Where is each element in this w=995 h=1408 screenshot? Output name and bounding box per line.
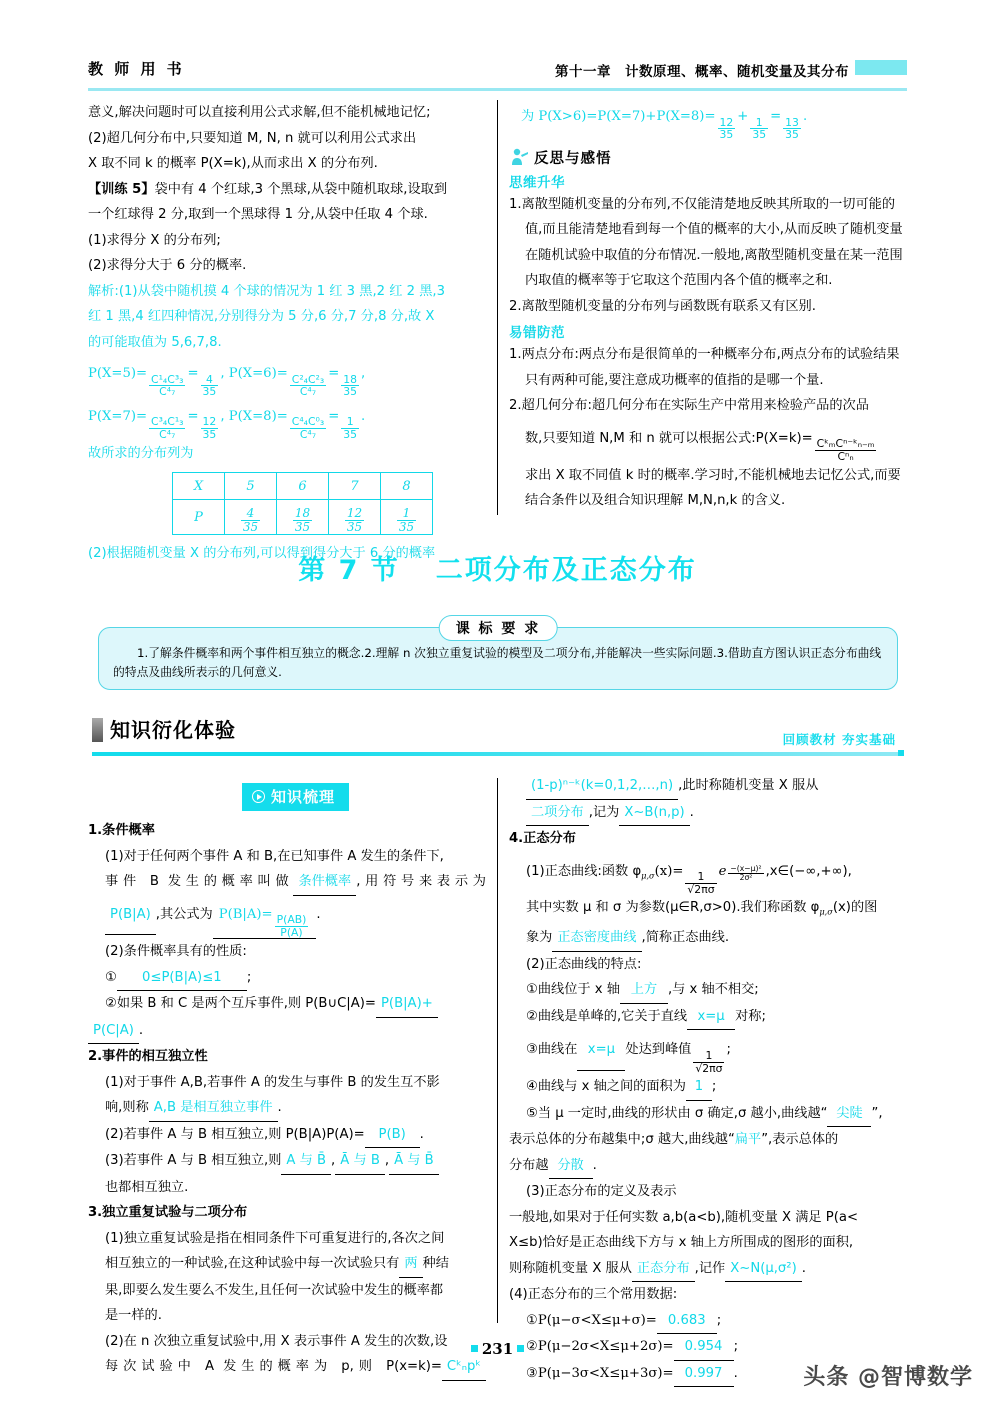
line-text: . [689,804,694,820]
formula-p6-combination [290,374,326,398]
formula-p5-combination [149,374,185,398]
subscript-mu-sigma: μ,σ [819,906,833,917]
line-text: ; [711,1079,717,1095]
formula-p8-combination [290,416,326,440]
knowledge-line [88,991,486,1018]
answer-blank: 扁平 [734,1132,762,1148]
fraction-denominator: 35 [752,128,767,142]
knowledge-line: (2)在 n 次独立重复试验中,用 X 表示事件 A 发生的次数,设 [105,1333,448,1349]
curve-property-5-line2 [509,1127,907,1153]
equals-sign: = [187,366,199,381]
continuation-formula [509,100,907,141]
page-number-value: 231 [481,1340,514,1358]
combination-numerator: C¹₄C³₃ [151,372,184,386]
answer-blank: X~N(μ,σ²) [725,1256,801,1283]
solution-line: 的可能取值为 5,6,7,8. [88,334,222,350]
formula-tail: . [361,408,366,424]
line-text: 事件 B 发生的概率叫做 [105,874,294,889]
line-text: . [138,1022,144,1038]
answer-blank: x=μ [687,1004,735,1031]
fraction-denominator: 35 [346,520,363,535]
table-row-p [173,500,433,535]
curve-property-3 [509,1030,907,1074]
fraction-numerator: −(x−μ)² [730,864,762,874]
top-right-column [509,100,907,514]
section-number: 第 7 节 [298,555,400,586]
formula-fraction-2 [750,117,768,141]
knowledge-line: (1)独立重复试验是指在相同条件下可重复进行的,各次之间 [105,1230,445,1246]
distribution-table [172,472,433,535]
line-text: ,与 x 轴不相交; [667,982,759,998]
top-left-column [88,100,486,566]
line-text: . [316,906,321,922]
line-text: ”,表示总体的 [761,1132,839,1148]
line-text: ⑤当 μ 一定时,曲线的形状由 σ 确定,σ 越小,曲线越“ [526,1105,828,1121]
line-text: 表示总体的分布越集中;σ 越大,曲线越“ [509,1132,735,1148]
answer-blank-formula [213,896,317,940]
banner-subtitle: 回顾教材 夯实基础 [782,732,896,747]
line-text: ,简称正态曲线. [641,930,730,946]
answer-blank: (1-p)ⁿ⁻ᵏ(k=0,1,2,…,n) [526,773,678,800]
curve-property-4 [509,1074,907,1101]
fraction-numerator: 18 [294,506,311,521]
knowledge-item-2-heading: 2.事件的相互独立性 [88,1049,208,1065]
solution-line: 红 1 黑,4 红四种情况,分别得分为 5 分,6 分,7 分,8 分,故 X [88,309,435,324]
line-text: ③曲线在 [526,1042,578,1058]
fraction-numerator: 4 [241,507,260,521]
knowledge-line [88,1354,486,1381]
knowledge-line [509,895,907,925]
knowledge-line: (4)正态分布的三个常用数据: [509,1287,678,1303]
paragraph-line: X 取不同 k 的概率 P(X=k),从而求出 X 的分布列. [88,156,378,171]
line-text: . [419,1126,424,1142]
solution-text: (1)从袋中随机摸 4 个球的情况为 1 红 3 黑,2 红 2 黑,3 [118,283,445,299]
x-value-cell: 8 [381,473,433,500]
curve-property-5-line3 [509,1153,907,1180]
value-denominator: 35 [343,385,358,399]
answer-blank: Ā 与 B [335,1148,385,1175]
knowledge-item-1-heading: 1.条件概率 [88,823,155,838]
answer-blank: Ā 与 B̄ [389,1148,439,1175]
formula-tail: , [220,366,225,381]
line-text: . [277,1100,282,1116]
solution-label: 解析: [88,283,119,299]
line-text: ②曲线是单峰的,它关于直线 [526,1008,688,1024]
answer-blank: P(C|A) [88,1018,139,1045]
knowledge-item-3-heading: 3.独立重复试验与二项分布 [88,1205,248,1221]
section-name: 二项分布及正态分布 [435,555,697,586]
reflection-title: 反思与感悟 [534,150,612,167]
fraction-numerator: 1 [750,117,768,130]
combination-denominator: C⁴₇ [299,427,317,441]
line-text: (1)正态曲线:函数 φ [526,863,642,879]
solution-line [88,279,486,305]
line-text: ; [733,1339,739,1355]
exercise-question-2: (2)求得分大于 6 分的概率. [88,258,247,273]
fraction-numerator: P(AB) [276,913,307,927]
section-title [0,548,995,587]
line-text: ,记为 [588,804,620,820]
line-text: . [592,1157,597,1173]
line-text: ; [716,1312,722,1328]
requirement-text: 1.了解条件概率和两个事件相互独立的概念.2.理解 n 次独立重复试验的模型及二项分布,并能解决一些实际问题.3.借助直方图认识正态分布曲线的特点及曲线所表示的几何意义. [113,646,882,679]
answer-blank: 0.954 [674,1334,734,1361]
answer-blank: P(B|A) [105,896,156,935]
answer-blank: P(B) [365,1122,420,1149]
watermark: 头条 @智博数学 [803,1365,973,1390]
line-text: ④曲线与 x 轴之间的面积为 [526,1079,686,1095]
line-text: ,用符号来表示为 [356,874,486,889]
knowledge-line: 也都相互独立. [105,1179,189,1195]
line-text: 相互独立的一种试验,在这种试验中每一次试验只有 [105,1256,400,1272]
line-text: ①曲线位于 x 轴 [526,982,620,998]
normal-density-fraction [685,871,716,895]
answer-blank: 条件概率 [293,869,356,896]
answer-blank: 正态密度曲线 [552,925,641,952]
exercise-heading [88,177,486,203]
answer-blank: A 与 B̄ [281,1148,331,1175]
value-numerator: 12 [202,415,217,429]
knowledge-line [509,1256,907,1283]
knowledge-line: 是一样的. [105,1308,162,1324]
knowledge-line: (3)若事件 A 与 B 相互独立,则 A 与 B̄ , Ā 与 B , Ā 与 B̄ [88,1148,486,1175]
paragraph-line: 意义,解决问题时可以直接利用公式求解,但不能机械地记忆; [88,105,431,120]
formula-text: 数,只要知道 N,M 和 n 就可以根据公式:P(X=k)= [525,430,813,446]
answer-blank: 1 [686,1074,712,1101]
answer-blank: 0≤P(B|A)≤1 [117,965,247,992]
line-text: ,x∈(−∞,+∞), [765,863,852,879]
line-text: ,此时称随机变量 X 服从 [678,778,819,793]
probability-formula-row [88,398,486,441]
x-value-cell: 5 [225,473,277,500]
knowledge-line: 一般地,如果对于任何实数 a,b(a<b),随机变量 X 满足 P(a< [509,1209,859,1225]
fraction-numerator: 1 [685,871,716,884]
subsection-title-thinking: 思维升华 [509,174,565,191]
value-denominator: 35 [343,427,358,441]
line-text: . [733,1365,738,1381]
banner-marker [92,718,103,742]
curriculum-requirement-tab: 课 标 要 求 [439,615,558,641]
line-text: ①P(μ−σ<X≤μ+σ)= [526,1312,657,1328]
line-text: 象为 [526,930,553,946]
value-numerator: 1 [341,416,359,429]
p-value-cell [225,500,277,535]
combination-denominator: C⁴₇ [159,385,176,399]
banner-title: 知识衍化体验 [110,718,236,742]
fraction-numerator: 1 [693,1050,724,1063]
x-value-cell: 6 [277,473,329,500]
distribution-intro: 故所求的分布列为 [88,445,194,461]
plus-sign: + [737,109,749,124]
knowledge-line [88,1018,486,1045]
line-text: . [801,1260,806,1276]
header-chapter-title: 第十一章 计数原理、概率、随机变量及其分布 [555,64,849,80]
knowledge-line: X≤b)恰好是正态曲线下方与 x 轴上方所围成的图形的面积, [509,1235,854,1251]
answer-blank: A,B 是相互独立事件 [149,1095,278,1122]
thinking-item-2: 2.离散型随机变量的分布列与函数既有联系又有区别. [509,298,816,314]
exercise-question-1: (1)求得分 X 的分布列; [88,232,221,248]
formula-tail: , [361,366,366,381]
knowledge-line: (1)对于事件 A,B,若事件 A 的发生与事件 B 的发生互不影 [105,1074,440,1090]
formula-fraction-1 [718,117,736,141]
probability-fraction [345,507,364,534]
line-text: ,记作 [694,1260,726,1276]
exercise-label: 【训练 5】 [88,181,155,197]
header-color-swatch [855,60,907,75]
fraction-numerator: CᵏₘCⁿ⁻ᵏₙ₋ₘ [816,437,875,451]
formula-left: P(B|A)= [218,906,273,922]
answer-blank: x=μ [577,1030,625,1071]
line-text: 分布越 [509,1157,549,1173]
line-text: ②P(μ−2σ<X≤μ+2σ)= [526,1339,674,1355]
knowledge-banner [92,712,904,756]
p-value-cell [329,500,381,535]
value-numerator: 4 [201,374,219,387]
fraction-numerator: 1 [397,507,416,521]
formula-p8-value [341,416,359,440]
formula-p7-value [201,416,219,440]
formula-tail: , [220,408,225,424]
knowledge-line: (2)正态曲线的特点: [526,956,642,972]
header-book-label: 教 师 用 书 [88,60,185,78]
formula-p5-value [201,374,219,398]
pitfall-item-2-line1: 2.超几何分布:超几何分布在实际生产中常用来检验产品的次品 [509,398,869,414]
knowledge-line [509,773,907,800]
row-label-p: P [173,500,225,535]
table-row-x [173,473,433,500]
banner-end-dot [898,750,904,756]
curve-property-2 [509,1004,907,1031]
play-icon [252,790,265,803]
normal-data-1 [509,1308,907,1335]
peak-value-fraction [693,1050,724,1074]
answer-blank: 0.683 [657,1308,717,1335]
pitfall-item-1: 1.两点分布:两点分布是很简单的一种概率分布,两点分布的试验结果只有两种可能,要注意成功概率的值指的是哪一个量. [509,347,900,388]
p-value-cell [277,500,329,535]
formula-p7-combination [149,416,185,440]
subscript-mu-sigma: μ,σ [641,870,655,881]
value-denominator: 35 [202,427,217,441]
page-header [88,58,907,92]
pitfall-item-2-line3: 求出 X 取不同值 k 时的概率.学习时,不能机械地去记忆公式,而要结合条件以及组合知识理解 M,N,n,k 的含义. [525,467,901,509]
thinking-item-1: 1.离散型随机变量的分布列,不仅能清楚地反映其所取的一切可能的值,而且能清楚地看到每一个值的概率的大小,从而反映了随机变量在随机试验中取值的分布情况.一般地,离散型随机变量在某一范围内取值的概率等于它取这个范围内各个值的概率之和. [509,196,903,289]
fraction-denominator: 35 [242,520,259,535]
x-value-cell: 7 [329,473,381,500]
probability-fraction [397,507,416,534]
fraction-denominator: P(A) [280,925,303,939]
knowledge-line [88,1122,486,1149]
exponent-fraction [728,865,763,882]
fraction-denominator: 35 [785,128,799,142]
line-text: ”, [871,1105,883,1121]
formula-p8-label: P(X=8)= [228,408,288,424]
knowledge-line: (2)条件概率具有的性质: [105,944,247,960]
answer-blank: 正态分布 [632,1256,695,1283]
probability-fraction [241,507,260,534]
knowledge-line-formula [88,896,486,940]
line-text: 其中实数 μ 和 σ 为参数(μ∈R,σ>0).我们称函数 φ [526,900,820,916]
equals-sign: = [187,408,199,424]
solution-final-line: (2)根据随机变量 X 的分布列,可以得到得分大于 6 分的概率 [88,545,436,561]
fraction-numerator: 12 [346,506,363,521]
euler-e: e [718,863,727,879]
equals-sign: = [328,408,340,424]
line-text: ,其公式为 [155,906,213,922]
exercise-text: 袋中有 4 个红球,3 个黑球,从袋中随机取球,设取到 [154,181,448,197]
combination-numerator: C⁴₄C⁰₃ [291,415,325,429]
fraction-denominator: √2πσ [695,1061,723,1075]
reflection-header [509,147,907,168]
curve-property-1 [509,977,907,1004]
line-text: 种结 [422,1256,449,1272]
answer-blank: 上方 [620,977,668,1004]
pitfall-item-2-formula [509,419,907,463]
equals-sign: = [328,366,340,381]
top-content-area [88,100,907,561]
knowledge-line [88,965,486,992]
answer-blank: Cᵏₙpᵏ [442,1354,486,1381]
answer-blank: X~B(n,p) [619,800,689,827]
line-text: ; [726,1042,731,1058]
formula-p5-label: P(X=5)= [88,366,148,381]
p-value-cell [381,500,433,535]
formula-prefix: 为 P(X>6)=P(X=7)+P(X=8)= [521,109,716,124]
probability-fraction [293,507,312,534]
answer-blank: P(B|A)+ [376,991,438,1018]
combination-denominator: C⁴₇ [159,427,176,441]
knowledge-line: (3)正态分布的定义及表示 [526,1184,677,1200]
curve-property-5-line1 [509,1101,907,1128]
exercise-line2: 一个红球得 2 分,取到一个黑球得 1 分,从袋中任取 4 个球. [88,207,428,222]
combination-denominator: C⁴₇ [299,385,317,399]
teacher-icon [509,147,529,167]
line-text: (x)= [654,863,684,879]
formula-p6-value [341,374,359,398]
answer-blank: 分散 [549,1153,593,1180]
equals-sign: = [770,109,782,124]
banner-bar [92,752,904,756]
knowledge-review-pill [242,783,349,811]
fraction-denominator: 35 [719,128,734,142]
fraction-numerator: 13 [785,115,799,129]
fraction-denominator: 35 [294,520,311,535]
fraction-denominator: 35 [398,520,415,535]
fraction-denominator: Cⁿₙ [837,449,854,463]
knowledge-right-column [509,773,907,1387]
knowledge-left-column [88,818,486,1381]
hypergeometric-formula [815,438,877,462]
line-text: (3)若事件 A 与 B 相互独立,则 [105,1153,282,1169]
line-text: 则称随机变量 X 服从 [509,1260,632,1276]
line-text: 对称; [735,1008,766,1024]
knowledge-line [509,800,907,827]
bullet-mark: ① [105,969,117,985]
conditional-probability-fraction [275,914,309,938]
column-divider [497,100,498,515]
line-text: ②如果 B 和 C 是两个互斥事件,则 P(B∪C|A)= [105,996,376,1012]
formula-p6-label: P(X=6)= [228,366,288,381]
subsection-title-pitfalls: 易错防范 [509,325,565,342]
fraction-numerator: 12 [719,115,734,129]
knowledge-line: 果,即要么发生要么不发生,且任何一次试验中发生的概率都 [105,1282,444,1298]
line-text: 每次试验中 A 发生的概率为 p,则 P(x=k)= [105,1359,442,1375]
line-text: (2)若事件 A 与 B 相互独立,则 P(B|A)P(A)= [105,1126,365,1142]
normal-curve-formula-line [509,852,907,896]
line-text: 处达到峰值 [625,1042,692,1058]
knowledge-column-divider [497,778,498,1323]
answer-blank: 0.997 [674,1361,734,1388]
line-text: 响,则称 [105,1100,149,1116]
knowledge-line [88,1095,486,1122]
page-number-square-right [517,1345,524,1352]
formula-fraction-3 [783,117,801,141]
knowledge-item-4-heading: 4.正态分布 [509,831,576,846]
page-number-square-left [471,1345,478,1352]
paragraph-line: (2)超几何分布中,只要知道 M, N, n 就可以利用公式求出 [88,130,417,146]
combination-numerator: C²₄C²₃ [291,372,325,386]
answer-blank: 两 [399,1251,422,1278]
value-numerator: 18 [343,372,358,386]
probability-formula-row [88,355,486,398]
line-text: (x)的图 [832,900,878,916]
combination-numerator: C³₄C¹₃ [151,415,184,429]
line-text: ③P(μ−3σ<X≤μ+3σ)= [526,1365,674,1381]
formula-p7-label: P(X=7)= [88,408,148,424]
fraction-denominator: √2πσ [687,882,715,896]
row-label-x: X [173,473,225,500]
answer-blank: 尖陡 [827,1101,871,1128]
page-number [0,1340,995,1358]
formula-tail: . [802,109,808,124]
curriculum-requirement-box [98,621,898,690]
header-rule [88,88,907,91]
fraction-denominator: 2σ² [739,873,753,883]
knowledge-pill-label: 知识梳理 [271,788,336,806]
knowledge-line: (1)对于任何两个事件 A 和 B,在已知事件 A 发生的条件下, [105,848,444,864]
knowledge-line [509,925,907,952]
knowledge-line [88,1251,486,1278]
answer-blank: 二项分布 [526,800,589,827]
line-text: ; [246,969,252,985]
value-denominator: 35 [202,385,217,399]
knowledge-line [88,869,486,896]
